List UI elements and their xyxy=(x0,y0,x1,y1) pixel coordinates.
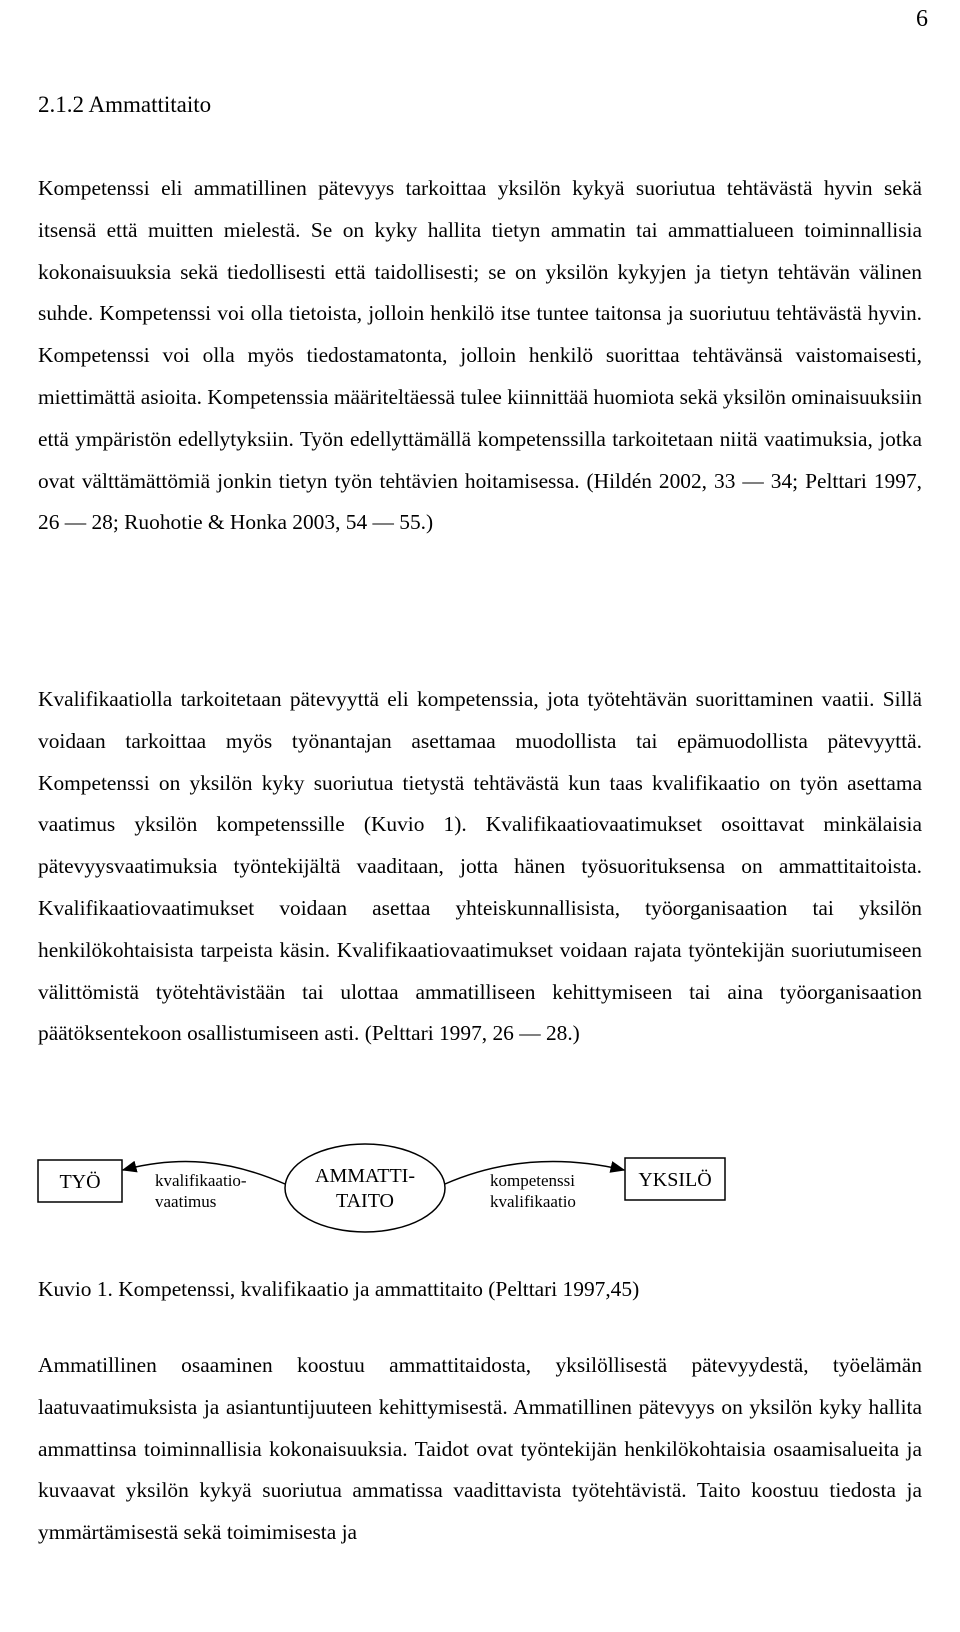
right-connector-label xyxy=(490,1170,576,1212)
right-connector-line2: kvalifikaatio xyxy=(490,1192,576,1211)
figure-diagram xyxy=(30,1140,750,1255)
left-connector-line2: vaatimus xyxy=(155,1192,217,1211)
center-line2: TAITO xyxy=(335,1190,395,1212)
center-label xyxy=(285,1164,445,1214)
center-line1: AMMATTI- xyxy=(315,1165,415,1187)
left-connector-label xyxy=(155,1170,247,1212)
left-connector-line1: kvalifikaatio- xyxy=(155,1171,247,1190)
right-connector-line1: kompetenssi xyxy=(490,1171,575,1190)
paragraph-2: Kvalifikaatiolla tarkoitetaan pätevyyttä eli kompetenssia, jota työtehtävän suorittaminen vaatii. Sillä voidaan tarkoittaa myös työnantajan asettamaa muodollista tai epämuodollista pätevyyttä. Kompetenssi on yksilön kyky suoriutua tietystä tehtävästä kun taas kvalifikaatio on työn asettama vaatimus yksilön kompetenssille (Kuvio 1). Kvalifikaatiovaatimukset osoittavat minkälaisia pätevyysvaatimuksia työntekijältä vaaditaan, jotta hänen työsuorituksensa on ammattitaitoista. Kvalifikaatiovaatimukset voidaan asettaa yhteiskunnallisista, työorganisaation tai yksilön henkilökohtaisista tarpeista käsin. Kvalifikaatiovaatimukset voidaan rajata työntekijän suoriutumiseen välittömistä työtehtävistään tai ulottaa ammatilliseen kehittymiseen tai aina työorganisaation päätöksentekoon osallistumiseen asti. (Pelttari 1997, 26 — 28.) xyxy=(38,687,922,1046)
paragraph-3: Ammatillinen osaaminen koostuu ammattitaidosta, yksilöllisestä pätevyydestä, työelämän laatuvaatimuksista ja asiantuntijuuteen kehittymisestä. Ammatillinen pätevyys on yksilön kyky hallita ammattinsa toiminnallisia kokonaisuuksia. Taidot ovat työntekijän henkilökohtaisia osaamisalueita ja kuvaavat yksilön kykyä suoriutua ammatissa vaadittavista työtehtävistä. Taito koostuu tiedosta ja ymmärtämisestä sekä toimimisesta ja xyxy=(38,1353,922,1545)
yksilo-label: YKSILÖ xyxy=(638,1169,712,1191)
figure-caption: Kuvio 1. Kompetenssi, kvalifikaatio ja ammattitaito (Pelttari 1997,45) xyxy=(38,1277,640,1301)
tyo-label: TYÖ xyxy=(59,1171,101,1193)
page-number: 6 xyxy=(916,6,928,32)
section-heading: 2.1.2 Ammattitaito xyxy=(38,92,212,117)
paragraph-1: Kompetenssi eli ammatillinen pätevyys tarkoittaa yksilön kykyä suoriutua tehtävästä hyvin sekä itsensä että muitten mielestä. Se on kyky hallita tietyn ammatin tai ammattialueen toiminnallisia kokonaisuuksia sekä tiedollisesti että taidollisesti; se on yksilön kykyjen ja tietyn tehtävän välinen suhde. Kompetenssi voi olla tietoista, jolloin henkilö itse tuntee taitonsa ja suoriutuu tehtävästä hyvin. Kompetenssi voi olla myös tiedostamatonta, jolloin henkilö suorittaa tehtävänsä vaistomaisesti, miettimättä asioita. Kompetenssia määriteltäessä tulee kiinnittää huomiota sekä yksilön ominaisuuksiin että ympäristön edellytyksiin. Työn edellyttämällä kompetenssilla tarkoitetaan niitä vaatimuksia, jotka ovat välttämättömiä jonkin tietyn työn tehtävien hoitamisessa. (Hildén 2002, 33 — 34; Pelttari 1997, 26 — 28; Ruohotie & Honka 2003, 54 — 55.) xyxy=(38,176,922,535)
